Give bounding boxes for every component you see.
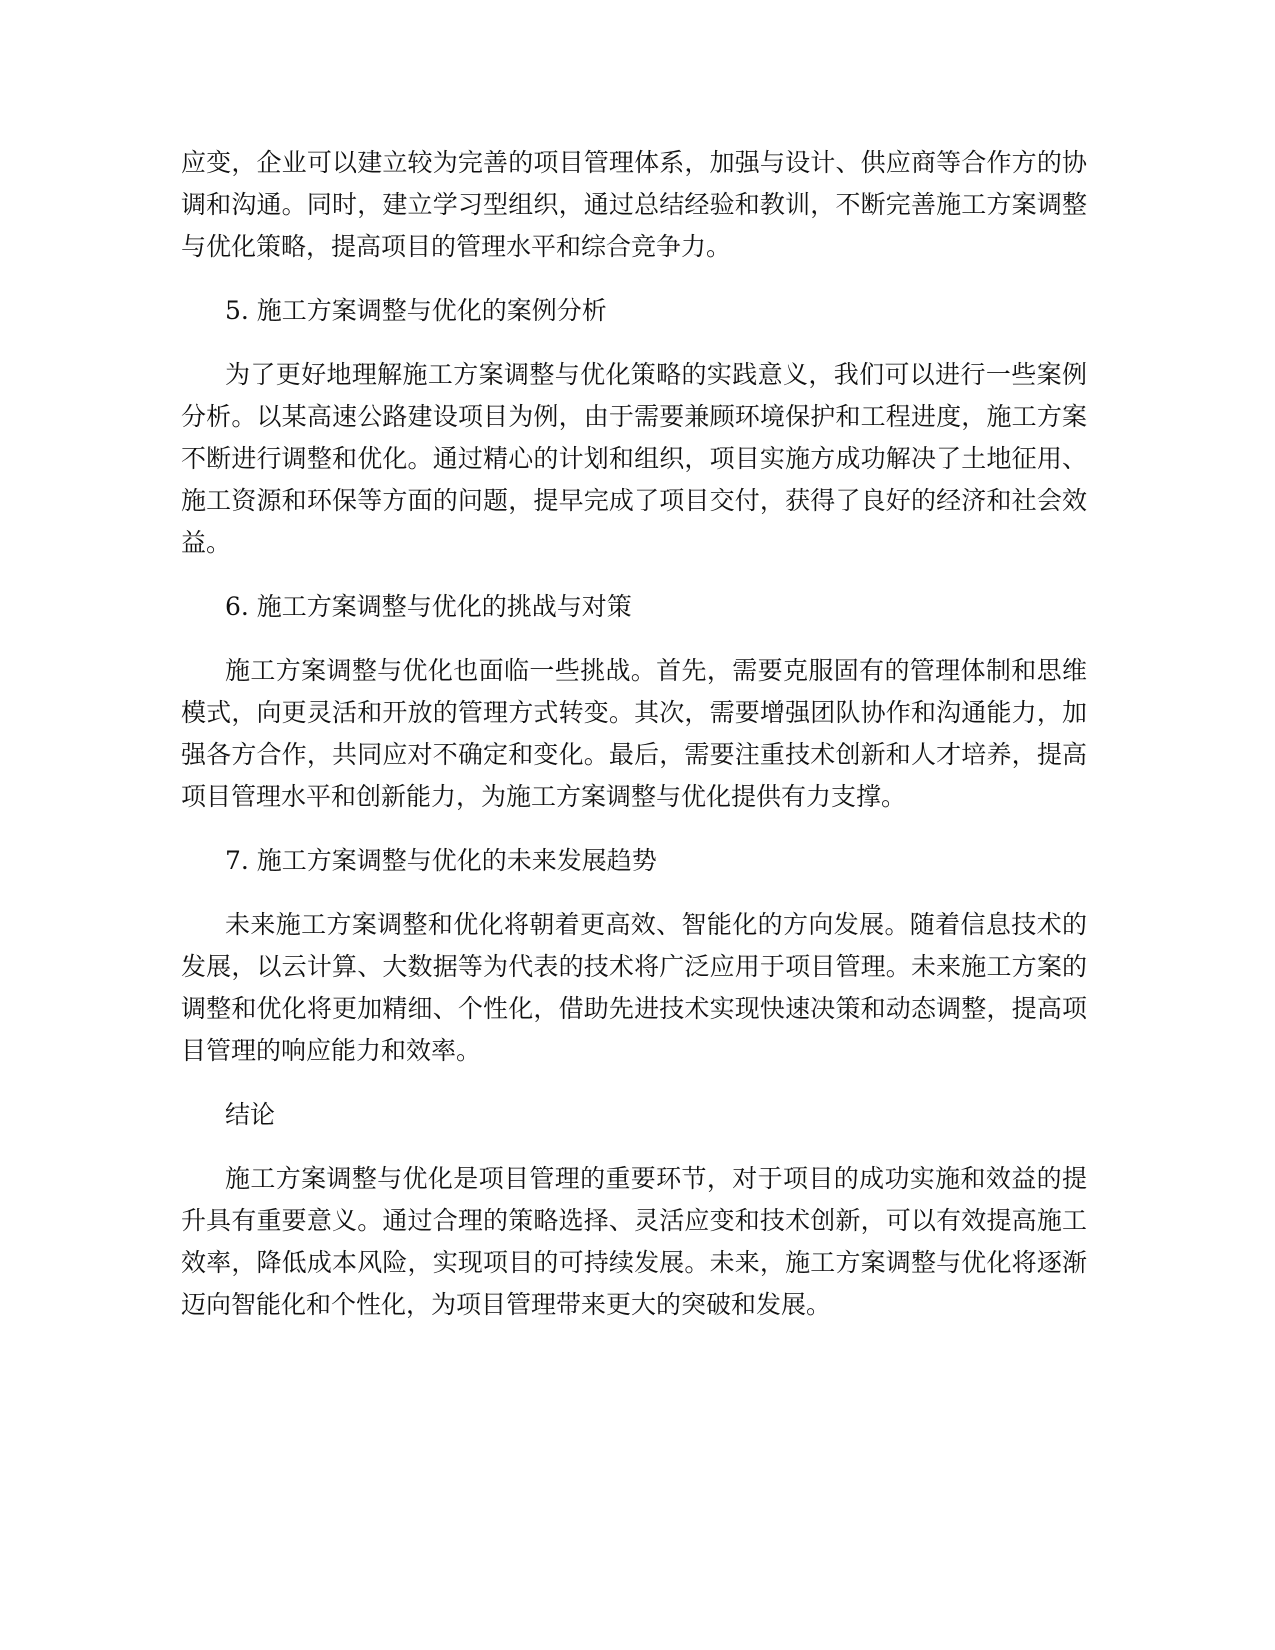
paragraph-continuation: 应变，企业可以建立较为完善的项目管理体系，加强与设计、供应商等合作方的协调和沟通。同时，建立学习型组织，通过总结经验和教训，不断完善施工方案调整与优化策略，提高项目的管理水平和综合竞争力。 (181, 148, 1087, 261)
document-body (181, 142, 1087, 1348)
section-heading-5: 5. 施工方案调整与优化的案例分析 (225, 296, 607, 325)
paragraph-challenges: 施工方案调整与优化也面临一些挑战。首先，需要克服固有的管理体制和思维模式，向更灵活和开放的管理方式转变。其次，需要增强团队协作和沟通能力，加强各方合作，共同应对不确定和变化。最后，需要注重技术创新和人才培养，提高项目管理水平和创新能力，为施工方案调整与优化提供有力支撑。 (181, 656, 1087, 811)
section-heading-7: 7. 施工方案调整与优化的未来发展趋势 (225, 846, 657, 875)
paragraph-case-analysis: 为了更好地理解施工方案调整与优化策略的实践意义，我们可以进行一些案例分析。以某高速公路建设项目为例，由于需要兼顾环境保护和工程进度，施工方案不断进行调整和优化。通过精心的计划和组织，项目实施方成功解决了土地征用、施工资源和环保等方面的问题，提早完成了项目交付，获得了良好的经济和社会效益。 (181, 360, 1087, 557)
paragraph-conclusion: 施工方案调整与优化是项目管理的重要环节，对于项目的成功实施和效益的提升具有重要意义。通过合理的策略选择、灵活应变和技术创新，可以有效提高施工效率，降低成本风险，实现项目的可持续发展。未来，施工方案调整与优化将逐渐迈向智能化和个性化，为项目管理带来更大的突破和发展。 (181, 1164, 1087, 1319)
section-heading-6: 6. 施工方案调整与优化的挑战与对策 (225, 592, 632, 621)
paragraph-future-trends: 未来施工方案调整和优化将朝着更高效、智能化的方向发展。随着信息技术的发展，以云计算、大数据等为代表的技术将广泛应用于项目管理。未来施工方案的调整和优化将更加精细、个性化，借助先进技术实现快速决策和动态调整，提高项目管理的响应能力和效率。 (181, 910, 1087, 1065)
section-heading-conclusion: 结论 (225, 1100, 276, 1129)
